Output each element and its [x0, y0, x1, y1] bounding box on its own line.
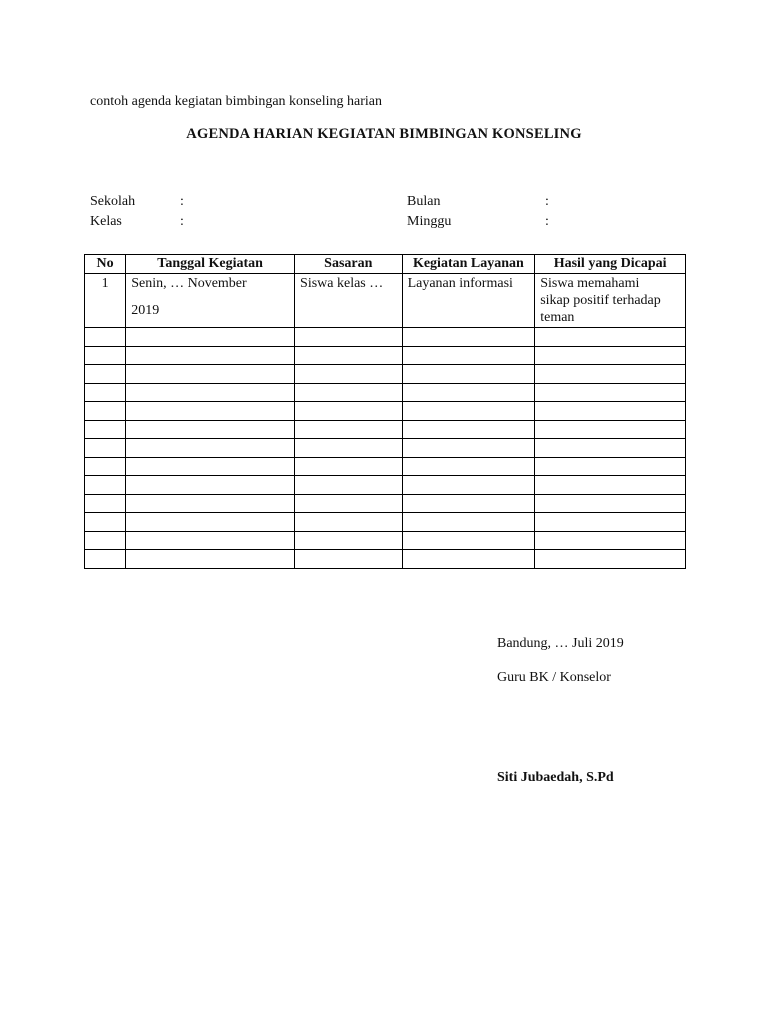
table-cell: [295, 383, 403, 402]
table-cell: [85, 402, 126, 421]
table-cell: [126, 531, 295, 550]
table-cell: [402, 457, 535, 476]
field-label-kelas: Kelas: [90, 214, 122, 229]
table-cell: [126, 457, 295, 476]
cell-hasil: [535, 274, 686, 328]
table-cell: [535, 476, 686, 495]
table-cell: [126, 420, 295, 439]
table-cell: [85, 420, 126, 439]
table-cell: [126, 494, 295, 513]
header-hasil-yang-dicapai: Hasil yang Dicapai: [535, 255, 686, 274]
cell-sasaran: Siswa kelas …: [295, 274, 403, 328]
signature-role: Guru BK / Konselor: [497, 670, 611, 685]
table-row: [85, 457, 686, 476]
cell-tanggal-line1: Senin, … November: [131, 276, 247, 291]
table-cell: [402, 420, 535, 439]
table-row: [85, 402, 686, 421]
field-label-sekolah: Sekolah: [90, 194, 136, 209]
table-cell: [85, 476, 126, 495]
field-colon-minggu: :: [545, 214, 549, 229]
table-row: [85, 274, 686, 328]
table-cell: [126, 346, 295, 365]
table-cell: [535, 513, 686, 532]
cell-no: 1: [85, 274, 126, 328]
table-cell: [295, 365, 403, 384]
table-row: [85, 383, 686, 402]
table-cell: [402, 531, 535, 550]
table-row: [85, 531, 686, 550]
table-cell: [535, 402, 686, 421]
table-cell: [126, 402, 295, 421]
table-cell: [535, 531, 686, 550]
table-row: [85, 439, 686, 458]
table-cell: [295, 476, 403, 495]
header-no: No: [85, 255, 126, 274]
table-cell: [295, 328, 403, 347]
table-cell: [295, 550, 403, 569]
table-cell: [85, 550, 126, 569]
table-cell: [402, 494, 535, 513]
table-cell: [126, 439, 295, 458]
table-cell: [535, 346, 686, 365]
table-row: [85, 365, 686, 384]
table-cell: [85, 531, 126, 550]
table-cell: [295, 420, 403, 439]
table-cell: [85, 494, 126, 513]
table-cell: [295, 494, 403, 513]
table-cell: [402, 328, 535, 347]
table-row: [85, 494, 686, 513]
table-cell: [85, 365, 126, 384]
table-cell: [402, 346, 535, 365]
table-cell: [402, 513, 535, 532]
table-cell: [535, 420, 686, 439]
table-cell: [126, 365, 295, 384]
table-cell: [85, 328, 126, 347]
table-row: [85, 328, 686, 347]
table-row: [85, 420, 686, 439]
table-row: [85, 476, 686, 495]
table-cell: [126, 513, 295, 532]
table-header-row: [85, 255, 686, 274]
field-label-bulan: Bulan: [407, 194, 441, 209]
cell-tanggal-line2: 2019: [131, 303, 160, 318]
table-cell: [402, 550, 535, 569]
cell-kegiatan: Layanan informasi: [402, 274, 535, 328]
field-label-minggu: Minggu: [407, 214, 452, 229]
table-cell: [535, 494, 686, 513]
document-title: AGENDA HARIAN KEGIATAN BIMBINGAN KONSELING: [186, 126, 582, 142]
table-cell: [535, 383, 686, 402]
table-cell: [402, 439, 535, 458]
cell-hasil-line2: sikap positif terhadap: [540, 293, 661, 308]
table-cell: [295, 457, 403, 476]
table-cell: [295, 439, 403, 458]
cell-hasil-line3: teman: [540, 310, 575, 325]
table-cell: [85, 457, 126, 476]
cell-tanggal: [126, 274, 295, 328]
agenda-table: [84, 254, 686, 569]
table-cell: [402, 365, 535, 384]
table-cell: [85, 513, 126, 532]
table-cell: [402, 402, 535, 421]
table-row: [85, 513, 686, 532]
table-cell: [85, 346, 126, 365]
table-cell: [535, 457, 686, 476]
field-colon-bulan: :: [545, 194, 549, 209]
signature-place-date: Bandung, … Juli 2019: [497, 636, 624, 651]
table-cell: [295, 531, 403, 550]
table-cell: [295, 402, 403, 421]
cell-hasil-line1: Siswa memahami: [540, 276, 640, 291]
field-colon-kelas: :: [180, 214, 184, 229]
header-kegiatan-layanan: Kegiatan Layanan: [402, 255, 535, 274]
table-cell: [535, 550, 686, 569]
table-cell: [295, 513, 403, 532]
table-cell: [535, 365, 686, 384]
table-cell: [295, 346, 403, 365]
table-row: [85, 346, 686, 365]
signature-name: Siti Jubaedah, S.Pd: [497, 770, 614, 785]
field-colon-sekolah: :: [180, 194, 184, 209]
table-cell: [126, 383, 295, 402]
table-cell: [85, 383, 126, 402]
table-cell: [126, 550, 295, 569]
table-row: [85, 550, 686, 569]
table-cell: [85, 439, 126, 458]
table-cell: [402, 383, 535, 402]
header-tanggal-kegiatan: Tanggal Kegiatan: [126, 255, 295, 274]
header-sasaran: Sasaran: [295, 255, 403, 274]
table-cell: [535, 328, 686, 347]
table-cell: [535, 439, 686, 458]
table-cell: [126, 476, 295, 495]
table-cell: [402, 476, 535, 495]
table-cell: [126, 328, 295, 347]
intro-text: contoh agenda kegiatan bimbingan konseling harian: [90, 94, 382, 109]
